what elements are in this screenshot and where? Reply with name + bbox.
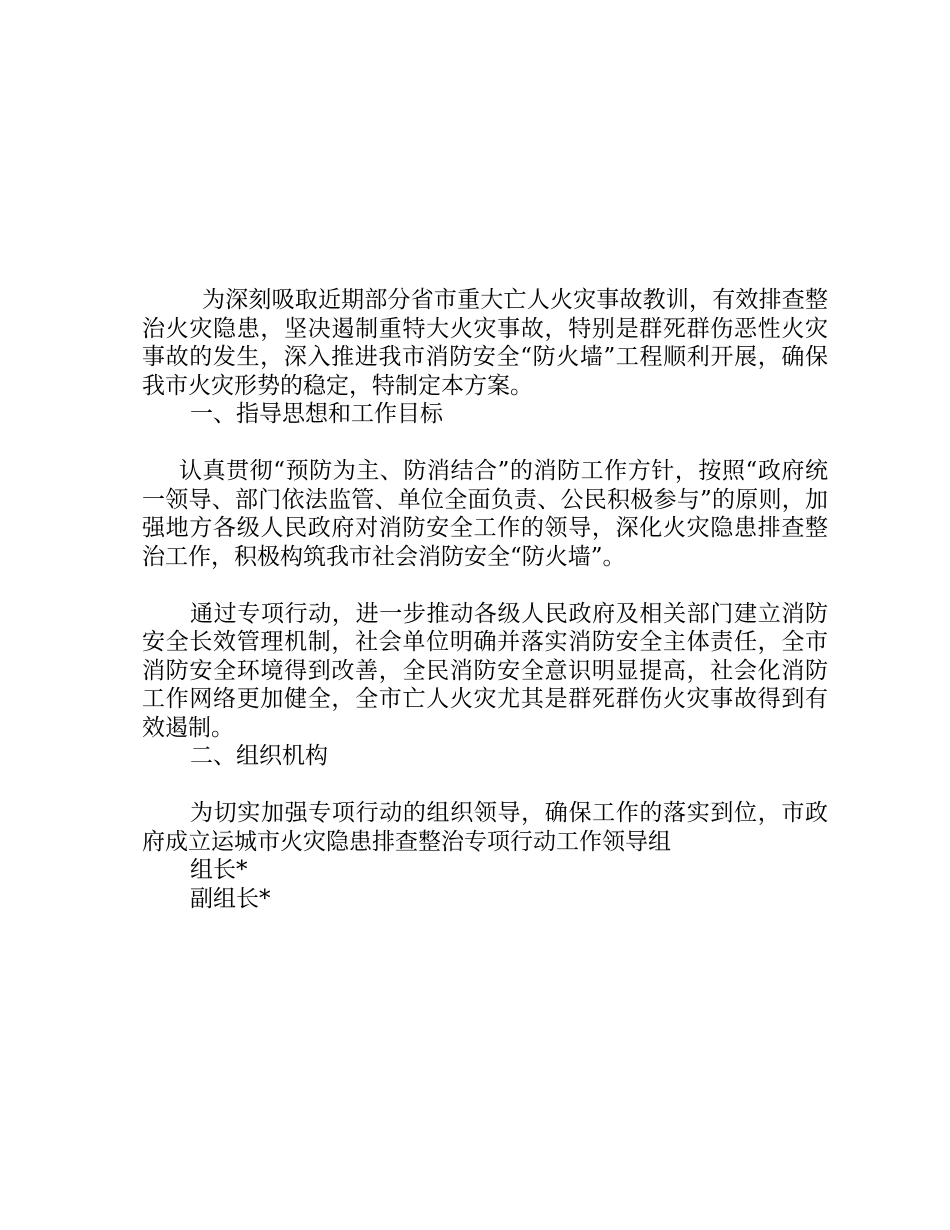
section2-paragraph-1: 为切实加强专项行动的组织领导，确保工作的落实到位，市政府成立运城市火灾隐患排查整治专项行动工作领导组: [142, 800, 828, 855]
section2-heading: 二、组织机构: [190, 743, 328, 769]
leader-line: 组长*: [190, 857, 248, 883]
intro-paragraph: 为深刻吸取近期部分省市重大亡人火灾事故教训，有效排查整治火灾隐患，坚决遏制重特大火灾事故，特别是群死群伤恶性火灾事故的发生，深入推进我市消防安全“防火墙”工程顺利开展，确保我市火灾形势的稳定，特制定本方案。: [142, 287, 828, 399]
section1-paragraph-1: 认真贯彻“预防为主、防消结合”的消防工作方针，按照“政府统一领导、部门依法监管、单位全面负责、公民积极参与”的原则，加强地方各级人民政府对消防安全工作的领导，深化火灾隐患排查整治工作，积极构筑我市社会消防安全“防火墙”。: [142, 458, 828, 570]
document-body: [142, 286, 828, 913]
deputy-leader-line: 副组长*: [190, 885, 271, 912]
section1-paragraph-2: 通过专项行动，进一步推动各级人民政府及相关部门建立消防安全长效管理机制，社会单位明确并落实消防安全主体责任，全市消防安全环境得到改善，全民消防安全意识明显提高，社会化消防工作网络更加健全，全市亡人火灾尤其是群死群伤火灾事故得到有效遏制。: [142, 600, 828, 741]
section1-heading: 一、指导思想和工作目标: [190, 401, 443, 427]
